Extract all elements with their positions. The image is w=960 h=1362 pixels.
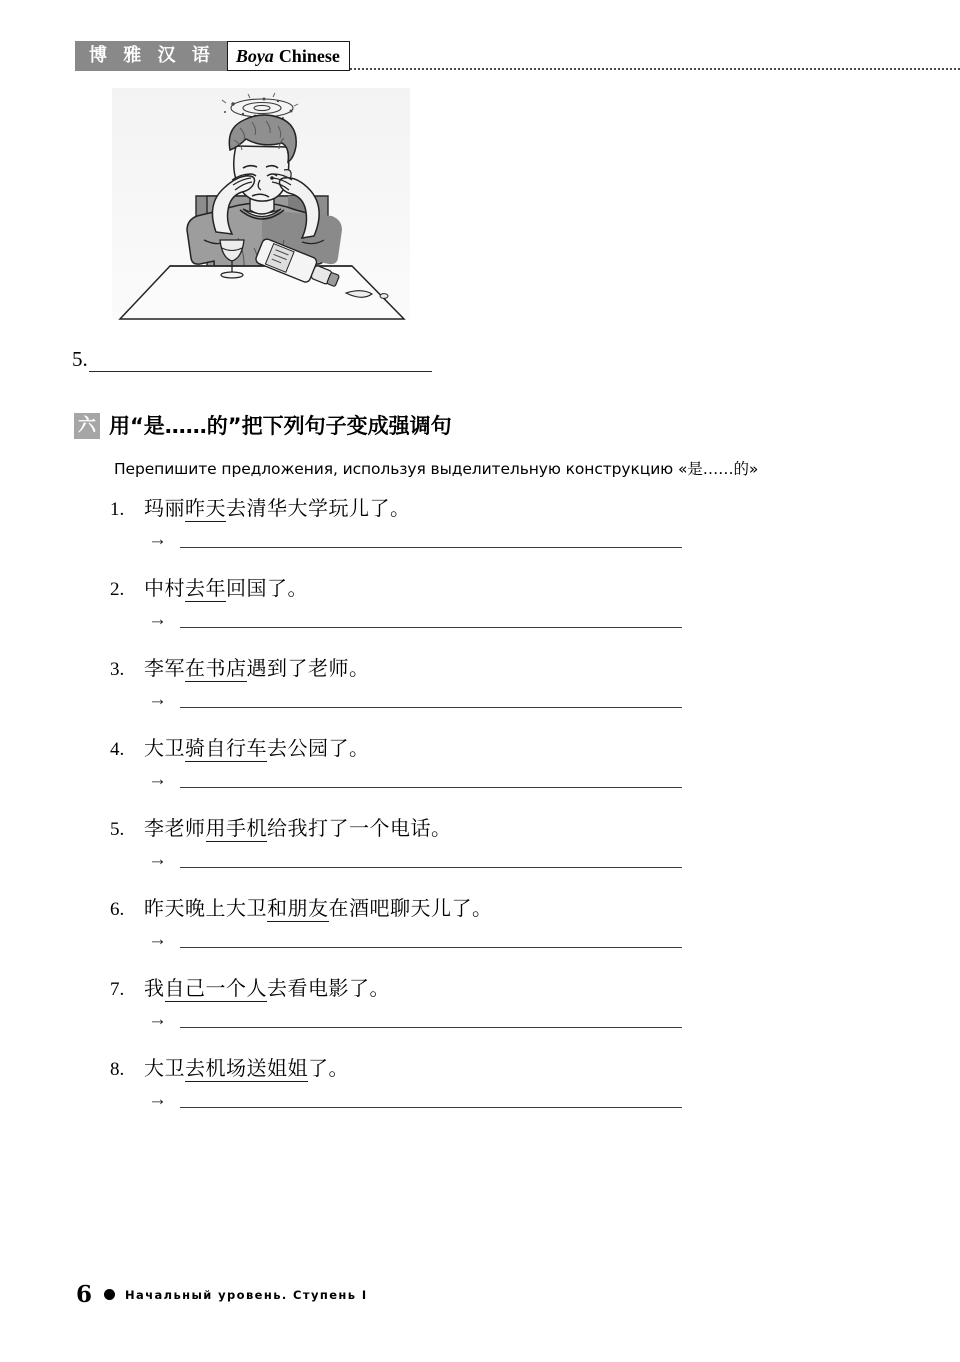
- answer-row: [148, 690, 682, 708]
- arrow-right-icon: →: [148, 1009, 167, 1030]
- arrow-right-icon: →: [148, 529, 167, 550]
- brand-chinese-word: Chinese: [278, 45, 340, 66]
- sentence-underlined: 昨天: [185, 496, 226, 520]
- exercise-item: [110, 492, 710, 572]
- answer-row: [148, 1090, 682, 1108]
- sentence-underlined: 和朋友: [267, 896, 329, 920]
- sentence-prefix: 玛丽: [144, 496, 185, 520]
- sentence-prefix: 李军: [144, 656, 185, 680]
- exercise-number: 8.: [110, 1059, 125, 1080]
- exercise-number: 2.: [110, 579, 125, 600]
- exercise-question: [110, 812, 710, 846]
- sentence-prefix: 李老师: [144, 816, 206, 840]
- sentence-prefix: 大卫: [144, 736, 185, 760]
- exercise-item: [110, 972, 710, 1052]
- arrow-right-icon: →: [148, 1089, 167, 1110]
- page-number: 6: [76, 1281, 93, 1308]
- exercise-sentence: [144, 972, 390, 1001]
- exercise-item: [110, 732, 710, 812]
- answer-row: [148, 1010, 682, 1028]
- sentence-suffix: 在酒吧聊天儿了。: [328, 896, 493, 920]
- lead-blank-rule[interactable]: [89, 351, 432, 372]
- sentence-suffix: 了。: [308, 1056, 349, 1080]
- exercise-item: [110, 1052, 710, 1132]
- exercise-number: 5.: [110, 819, 125, 840]
- answer-blank-line[interactable]: [180, 610, 682, 628]
- answer-row: [148, 530, 682, 548]
- sentence-suffix: 遇到了老师。: [246, 656, 370, 680]
- exercise-item: [110, 892, 710, 972]
- sentence-underlined: 骑自行车: [185, 736, 267, 760]
- answer-row: [148, 930, 682, 948]
- exercise-sentence: [144, 812, 452, 841]
- exercise-question: [110, 652, 710, 686]
- exercise-question: [110, 892, 710, 926]
- answer-blank-line[interactable]: [180, 850, 682, 868]
- page-footer: [76, 1283, 368, 1306]
- footer-level-text: Начальный уровень. Ступень I: [125, 1287, 368, 1302]
- exercise-sentence: [144, 652, 370, 681]
- exercise-question: [110, 972, 710, 1006]
- exercise-item: [110, 572, 710, 652]
- section-title: 用“是……的”把下列句子变成强调句: [109, 413, 452, 438]
- section-heading: [74, 413, 452, 439]
- answer-blank-line[interactable]: [180, 1090, 682, 1108]
- lead-blank-number: 5.: [72, 347, 88, 371]
- sentence-suffix: 去清华大学玩儿了。: [226, 496, 411, 520]
- sentence-underlined: 在书店: [185, 656, 247, 680]
- page-header: [75, 41, 960, 71]
- exercise-number: 1.: [110, 499, 125, 520]
- exercise-question: [110, 732, 710, 766]
- header-dotted-rule: [350, 68, 960, 70]
- sentence-underlined: 去年: [185, 576, 226, 600]
- answer-row: [148, 850, 682, 868]
- brand-chinese-label: 博 雅 汉 语: [75, 41, 227, 71]
- exercise-sentence: [144, 1052, 349, 1081]
- brand-english-label: [227, 41, 350, 71]
- sentence-underlined: 去机场送姐姐: [185, 1056, 308, 1080]
- sentence-prefix: 昨天晚上大卫: [144, 896, 267, 920]
- sentence-suffix: 去看电影了。: [267, 976, 390, 1000]
- exercise-question: [110, 1052, 710, 1086]
- sentence-prefix: 大卫: [144, 1056, 185, 1080]
- arrow-right-icon: →: [148, 929, 167, 950]
- bullet-dot-icon: [104, 1289, 115, 1300]
- exercise-question: [110, 492, 710, 526]
- section-subtitle-russian: Перепишите предложения, используя выделительную конструкцию «是……的»: [114, 460, 759, 478]
- exercise-number: 3.: [110, 659, 125, 680]
- answer-blank-line[interactable]: [180, 690, 682, 708]
- arrow-right-icon: →: [148, 849, 167, 870]
- sentence-underlined: 自己一个人: [164, 976, 267, 1000]
- sentence-suffix: 给我打了一个电话。: [267, 816, 452, 840]
- exercise-sentence: [144, 572, 308, 601]
- exercise-question: [110, 572, 710, 606]
- answer-blank-line[interactable]: [180, 530, 682, 548]
- exercise-item: [110, 812, 710, 892]
- answer-blank-line[interactable]: [180, 1010, 682, 1028]
- exercise-sentence: [144, 732, 370, 761]
- answer-blank-line[interactable]: [180, 930, 682, 948]
- sentence-suffix: 回国了。: [226, 576, 308, 600]
- brand-boya-word: Boya: [235, 45, 274, 66]
- sentence-underlined: 用手机: [205, 816, 267, 840]
- exercise-sentence: [144, 492, 411, 521]
- sentence-prefix: 中村: [144, 576, 185, 600]
- exercise-number: 7.: [110, 979, 125, 1000]
- exercise-number: 6.: [110, 899, 125, 920]
- answer-row: [148, 770, 682, 788]
- sentence-suffix: 去公园了。: [267, 736, 370, 760]
- arrow-right-icon: →: [148, 769, 167, 790]
- answer-row: [148, 610, 682, 628]
- exercise-item: [110, 652, 710, 732]
- arrow-right-icon: →: [148, 689, 167, 710]
- exercise-list: [110, 492, 710, 1132]
- section-marker-six: 六: [74, 413, 100, 439]
- arrow-right-icon: →: [148, 609, 167, 630]
- exercise-number: 4.: [110, 739, 125, 760]
- lead-blank-item: [72, 349, 432, 372]
- exercise-sentence: [144, 892, 493, 921]
- hangover-man-illustration: [112, 88, 410, 320]
- sentence-prefix: 我: [144, 976, 165, 1000]
- answer-blank-line[interactable]: [180, 770, 682, 788]
